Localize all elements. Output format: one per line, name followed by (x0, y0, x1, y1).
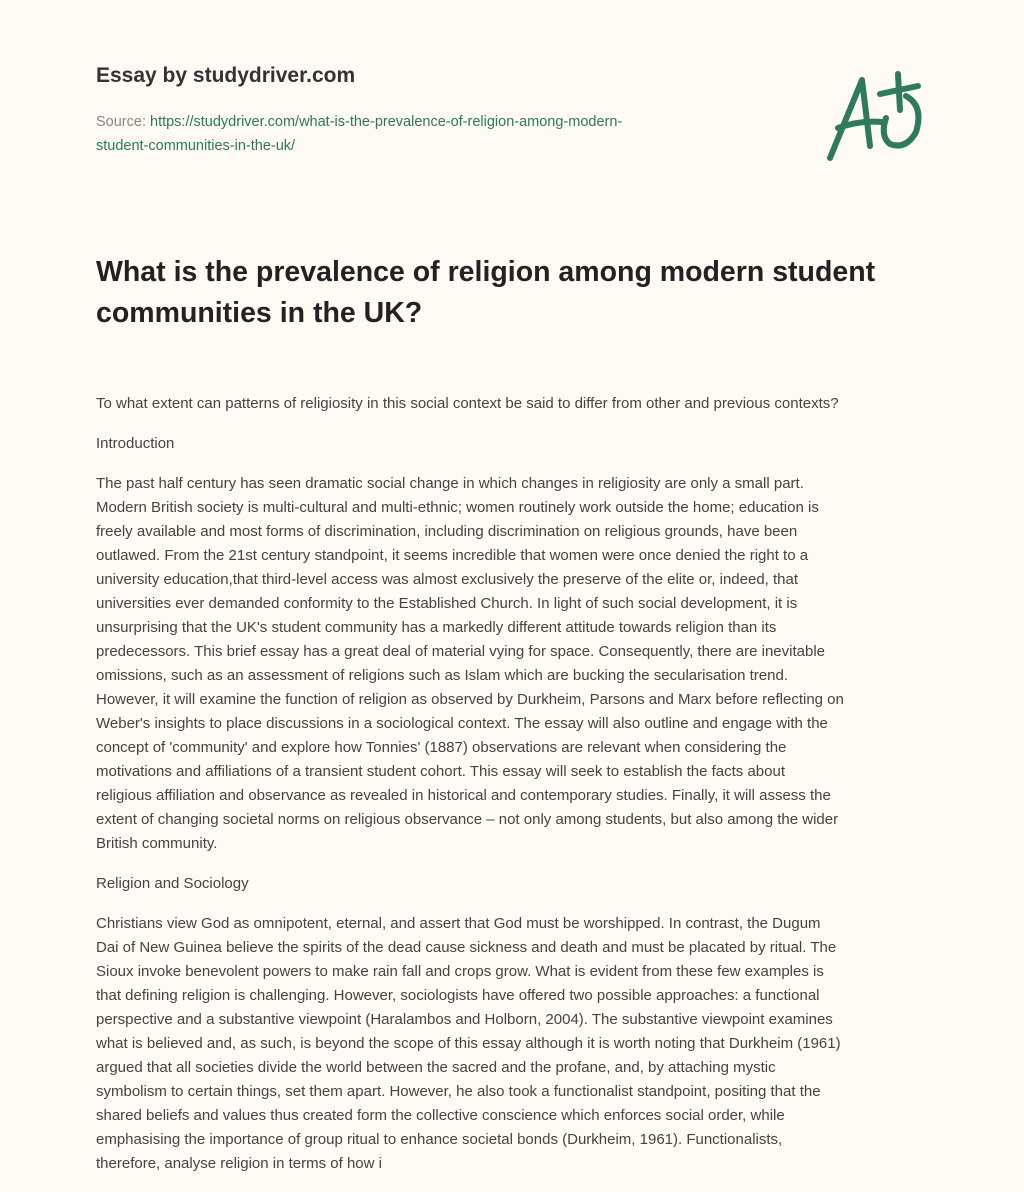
text-line: Sioux invoke benevolent powers to make rain fall and crops grow. What is evident from these few examples is (96, 963, 824, 980)
source-citation (96, 110, 736, 158)
text-line: symbolism to certain things, set them apart. However, he also took a functionalist standpoint, positing that the (96, 1083, 821, 1100)
text-line: concept of 'community' and explore how Tonnies' (1887) observations are relevant when considering the (96, 739, 787, 756)
essay-body (96, 392, 956, 1192)
section-heading (96, 872, 956, 896)
text-line: extent of changing societal norms on religious observance – not only among students, but also among the wider (96, 811, 839, 828)
text-line: university education,that third-level access was almost exclusively the preserve of the elite or, indeed, that (96, 571, 799, 588)
text-line: universities ever demanded conformity to the Established Church. In light of such social development, it is (96, 595, 798, 612)
paragraph (96, 392, 956, 416)
text-line: Dai of New Guinea believe the spirits of the dead cause sickness and death and must be placated by ritual. The (96, 939, 837, 956)
source-label: Source: (96, 114, 150, 130)
text-line: To what extent can patterns of religiosity in this social context be said to differ from other and previous contexts? (96, 395, 839, 412)
text-line: freely available and most forms of discrimination, including discrimination on religious grounds, have been (96, 523, 798, 540)
text-line: outlawed. From the 21st century standpoint, it seems incredible that women were once denied the right to a (96, 547, 809, 564)
paragraph (96, 912, 956, 1176)
text-line: perspective and a substantive viewpoint (Haralambos and Holborn, 2004). The substantive viewpoint examines (96, 1011, 833, 1028)
text-line: Weber's insights to place discussions in a sociological context. The essay will also outline and engage with the (96, 715, 828, 732)
text-line: what is believed and, as such, is beyond the scope of this essay although it is worth noting that Durkheim (1961) (96, 1035, 841, 1052)
text-line: argued that all societies divide the world between the sacred and the profane, and, by attaching mystic (96, 1059, 776, 1076)
text-line: shared beliefs and values thus created form the collective conscience which enforces social order, while (96, 1107, 785, 1124)
paragraph (96, 472, 956, 856)
text-line: Introduction (96, 435, 175, 452)
text-line: Religion and Sociology (96, 875, 249, 892)
site-brand: Essay by studydriver.com (96, 64, 356, 87)
text-line: motivations and affiliations of a transient student cohort. This essay will seek to establish the facts about (96, 763, 785, 780)
text-line: The past half century has seen dramatic social change in which changes in religiosity are only a small part. (96, 475, 804, 492)
text-line: therefore, analyse religion in terms of how i (96, 1155, 382, 1172)
a-plus-logo-icon (820, 66, 930, 166)
text-line: predecessors. This brief essay has a great deal of material vying for space. Consequently, there are inevitable (96, 643, 826, 660)
text-line: emphasising the importance of group ritual to enhance societal bonds (Durkheim, 1961). Functionalists, (96, 1131, 783, 1148)
text-line: religious affiliation and observance as revealed in historical and contemporary studies. Finally, it will assess the (96, 787, 831, 804)
text-line: omissions, such as an assessment of religions such as Islam which are bucking the secularisation trend. (96, 667, 788, 684)
section-heading (96, 432, 956, 456)
essay-title: What is the prevalence of religion among modern student communities in the UK? (96, 256, 876, 329)
source-link[interactable]: https://studydriver.com/what-is-the-prevalence-of-religion-among-modern- student-communities-in-the-uk/ (96, 114, 623, 154)
text-line: British community. (96, 835, 218, 852)
text-line: Christians view God as omnipotent, eternal, and assert that God must be worshipped. In contrast, the Dugum (96, 915, 821, 932)
text-line: that defining religion is challenging. However, sociologists have offered two possible approaches: a functional (96, 987, 820, 1004)
text-line: Modern British society is multi-cultural and multi-ethnic; women routinely work outside the home; education is (96, 499, 819, 516)
text-line: unsurprising that the UK's student community has a markedly different attitude towards religion than its (96, 619, 777, 636)
text-line: However, it will examine the function of religion as observed by Durkheim, Parsons and Marx before reflecting on (96, 691, 844, 708)
